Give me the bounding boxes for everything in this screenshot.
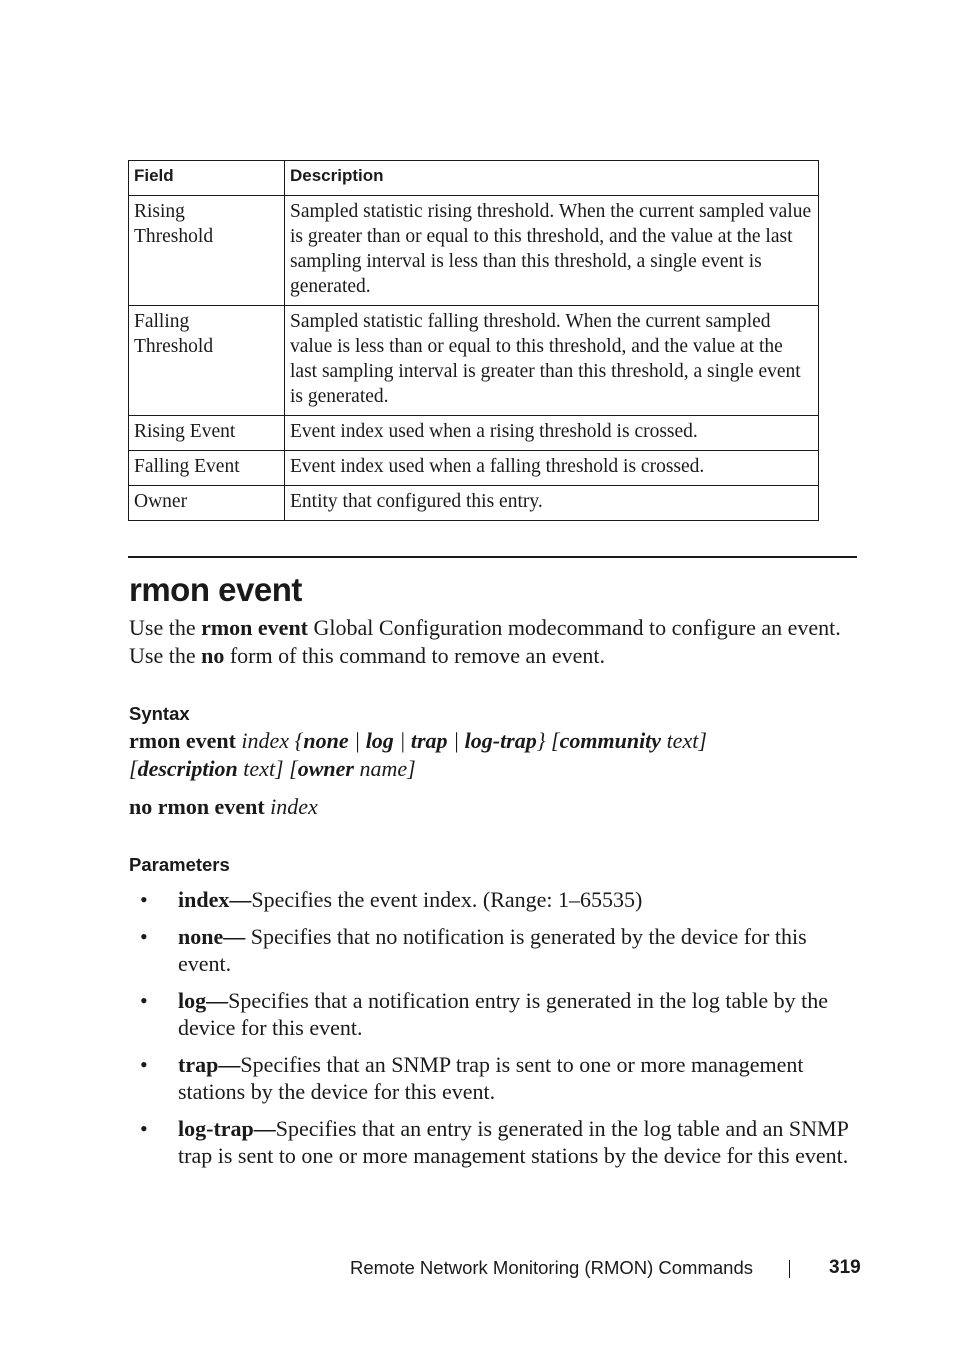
param-term: log-trap— xyxy=(178,1115,276,1141)
param-text: Specifies that an SNMP trap is sent to one or more management stations by the device for this event. xyxy=(178,1051,804,1104)
syntax-keyword: trap xyxy=(410,728,448,753)
row-description: Event index used when a rising threshold is crossed. xyxy=(285,416,819,451)
bullet: • xyxy=(140,987,148,1013)
row-field: Falling Threshold xyxy=(129,306,285,416)
header-field: Field xyxy=(129,161,285,196)
list-item xyxy=(129,886,857,914)
bullet: • xyxy=(140,923,148,949)
syntax-arg: name] xyxy=(353,755,416,781)
syntax-command: rmon event xyxy=(129,728,236,753)
param-term: trap— xyxy=(178,1051,241,1077)
syntax-keyword: none xyxy=(303,728,349,753)
param-text: Specifies that no notification is generated by the device for this event. xyxy=(178,923,807,976)
table-row xyxy=(129,306,819,416)
row-field: Rising Threshold xyxy=(129,196,285,306)
param-text: Specifies that an entry is generated in the log table and an SNMP trap is sent to one or more management stations by the device for this event. xyxy=(178,1115,849,1168)
table-row xyxy=(129,416,819,451)
section-intro xyxy=(129,614,857,669)
section-divider xyxy=(128,556,857,558)
param-term: index— xyxy=(178,887,252,912)
table-row xyxy=(129,196,819,306)
bullet: • xyxy=(140,887,148,912)
page-footer xyxy=(0,1255,954,1281)
syntax-sep: | xyxy=(348,728,366,753)
parameters-list xyxy=(129,886,857,1179)
syntax-keyword: owner xyxy=(297,755,354,781)
syntax-sep: | xyxy=(393,728,411,753)
intro-command: rmon event xyxy=(201,615,309,640)
param-term: log— xyxy=(178,987,229,1013)
parameters-heading: Parameters xyxy=(129,854,230,875)
row-field: Rising Event xyxy=(129,416,285,451)
syntax-arg: text] xyxy=(661,728,707,753)
footer-chapter-title: Remote Network Monitoring (RMON) Commands xyxy=(350,1257,753,1278)
syntax-line-1 xyxy=(129,727,857,782)
syntax-sep: [ xyxy=(129,755,138,781)
syntax-line-2 xyxy=(129,793,857,821)
syntax-sep: | xyxy=(447,728,465,753)
param-term: none— xyxy=(178,923,246,949)
field-description-table xyxy=(128,160,819,521)
intro-text: Use the xyxy=(129,615,202,640)
table-header-row xyxy=(129,161,819,196)
list-item xyxy=(129,1115,857,1170)
table-row xyxy=(129,451,819,486)
table-row xyxy=(129,486,819,521)
param-text: Specifies that a notification entry is generated in the log table by the device for this event. xyxy=(178,987,829,1040)
row-description: Sampled statistic falling threshold. When the current sampled value is less than or equal to this threshold, and the value at the last sampling interval is greater than this threshold, a single event is generated. xyxy=(285,306,819,416)
row-field: Owner xyxy=(129,486,285,521)
row-field: Falling Event xyxy=(129,451,285,486)
list-item xyxy=(129,1051,857,1106)
row-description: Entity that configured this entry. xyxy=(285,486,819,521)
syntax-heading: Syntax xyxy=(129,703,190,724)
list-item xyxy=(129,923,857,978)
row-description: Event index used when a falling threshold is crossed. xyxy=(285,451,819,486)
footer-separator xyxy=(789,1260,790,1278)
section-title: rmon event xyxy=(129,571,302,608)
syntax-command: no rmon event xyxy=(129,794,265,819)
intro-text: form of this command to remove an event. xyxy=(224,642,605,668)
list-item xyxy=(129,987,857,1042)
page-number: 319 xyxy=(829,1257,861,1278)
syntax-sep: } [ xyxy=(536,728,560,753)
syntax-keyword: description xyxy=(137,755,238,781)
header-description: Description xyxy=(285,161,819,196)
param-text: Specifies the event index. (Range: 1–65535) xyxy=(251,887,643,912)
intro-text: Global Configuration modecommand to configure an event. Use the xyxy=(129,615,841,668)
syntax-arg: text] [ xyxy=(237,755,298,781)
bullet: • xyxy=(140,1051,148,1077)
syntax-arg: index xyxy=(264,794,318,819)
row-description: Sampled statistic rising threshold. When the current sampled value is greater than or equal to this threshold, and the value at the last sampling interval is less than this threshold, a single event is generated. xyxy=(285,196,819,306)
syntax-arg: index { xyxy=(235,728,304,753)
syntax-keyword: community xyxy=(559,728,662,753)
intro-no-keyword: no xyxy=(201,642,225,668)
syntax-keyword: log xyxy=(365,728,394,753)
bullet: • xyxy=(140,1115,148,1141)
syntax-keyword: log-trap xyxy=(464,728,537,753)
